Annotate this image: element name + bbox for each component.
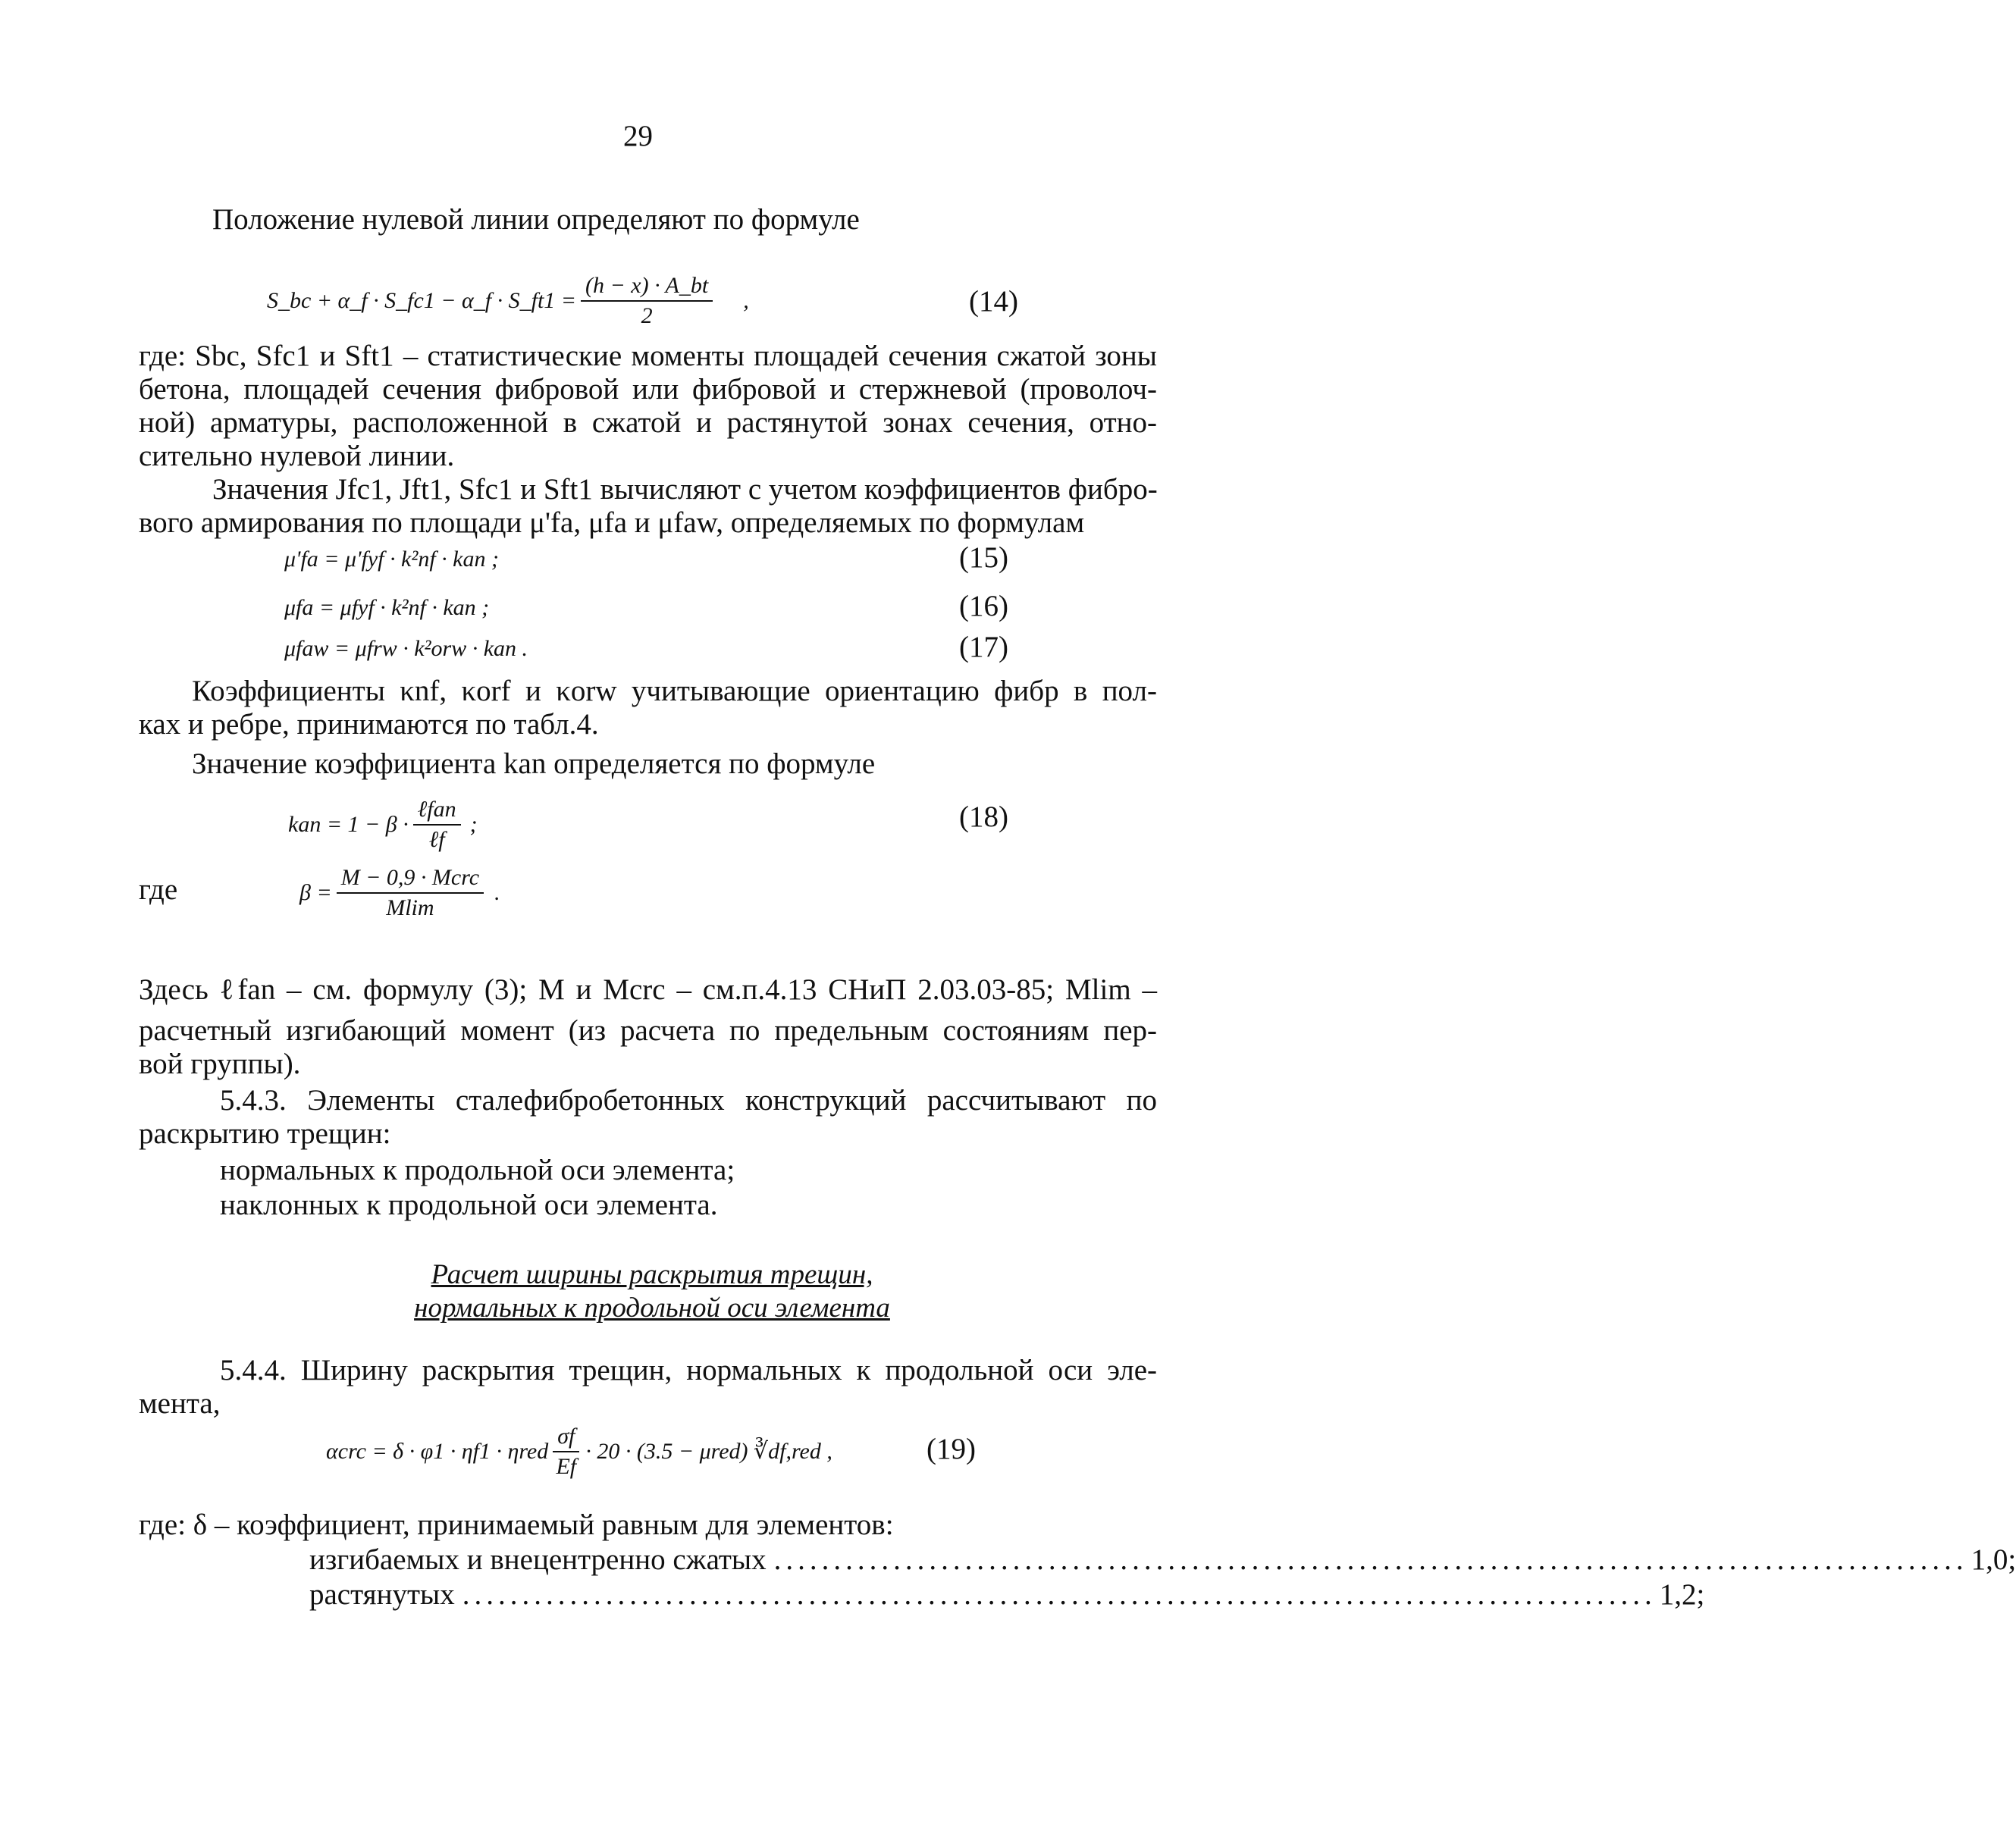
eq19-number: (19) — [926, 1433, 976, 1465]
para8-line1: 5.4.4. Ширину раскрытия трещин, нормальных к продольной оси эле- — [220, 1354, 1157, 1386]
para7-line4: наклонных к продольной оси элемента. — [220, 1189, 718, 1221]
equation-15: μ'fa = μ'fyf · k²nf · kan ; — [284, 547, 499, 572]
para7-line1: 5.4.3. Элементы сталефибробетонных конструкций рассчитывают по — [220, 1084, 1157, 1117]
para9-line1: где: δ – коэффициент, принимаемый равным для элементов: — [139, 1509, 894, 1541]
eq18-fraction — [413, 797, 461, 853]
eq15-number: (15) — [959, 541, 1008, 574]
para2-line4: сительно нулевой линии. — [139, 440, 455, 472]
page-number: 29 — [623, 120, 653, 152]
equation-18 — [288, 787, 478, 863]
eq18-denominator: ℓf — [428, 827, 445, 852]
para6-line2: расчетный изгибающий момент (из расчета по предельным состояниям пер- — [139, 1014, 1157, 1047]
eq19-rhs: · 20 · (3.5 − μred) ∛df,red , — [585, 1439, 832, 1464]
para6-line1: Здесь ℓfan – см. формулу (3); M и Mcrc – см.п.4.13 СНиП 2.03.03-85; Mlim – — [139, 973, 1157, 1006]
eq18-tail: ; — [469, 812, 478, 837]
eq14-fraction — [581, 273, 713, 329]
equation-19 — [326, 1410, 832, 1493]
para7-line2: раскрытию трещин: — [139, 1117, 391, 1150]
eq14-number: (14) — [969, 285, 1018, 318]
beta-numerator: M − 0,9 · Mcrc — [337, 865, 484, 894]
tension-value: 1,2; — [1659, 1578, 1705, 1611]
eq14-numerator: (h − x) · A_bt — [581, 273, 713, 302]
equation-16: μfa = μfyf · k²nf · kan ; — [284, 595, 490, 620]
eq19-fraction — [553, 1424, 579, 1480]
eq18-numerator: ℓfan — [413, 797, 461, 826]
eq18-lhs: kan = 1 − β · — [288, 812, 409, 837]
coefficient-row-tension — [309, 1578, 1705, 1612]
beta-denominator: Mlim — [386, 895, 434, 920]
eq19-denominator: Ef — [556, 1454, 577, 1479]
para4-line2: ках и ребре, принимаются по табл.4. — [139, 708, 599, 741]
equation-17: μfaw = μfrw · k²orw · kan . — [284, 636, 528, 661]
para3-line2: вого армирования по площади μ'fa, μfa и μfaw, определяемых по формулам — [139, 506, 1085, 539]
beta-lhs: β = — [299, 880, 332, 905]
where-label: где — [139, 873, 178, 906]
eq14-denominator: 2 — [641, 303, 653, 328]
eq19-numerator: σf — [553, 1424, 579, 1452]
para2-line1: где: Sbc, Sfc1 и Sft1 – статистические моменты площадей сечения сжатой зоны — [139, 340, 1157, 372]
tension-label: растянутых — [309, 1578, 455, 1611]
beta-tail: . — [494, 880, 500, 905]
beta-fraction — [337, 865, 484, 921]
eq14-tail: , — [743, 288, 749, 313]
para8-line2: мента, — [139, 1387, 221, 1420]
dot-leader: .................................................................................................... — [462, 1578, 1657, 1611]
bending-label: изгибаемых и внецентренно сжатых — [309, 1543, 767, 1576]
para4-line1: Коэффициенты κnf, κorf и κorw учитывающие ориентацию фибр в пол- — [192, 675, 1157, 707]
para3-line1: Значения Jfc1, Jft1, Sfc1 и Sft1 вычисляют с учетом коэффициентов фибро- — [212, 473, 1158, 506]
para2-line3: ной) арматуры, расположенной в сжатой и растянутой зонах сечения, отно- — [139, 406, 1157, 439]
eq18-number: (18) — [959, 801, 1008, 833]
para5: Значение коэффициента kan определяется по формуле — [192, 747, 876, 780]
eq19-lhs: αcrc = δ · φ1 · ηf1 · ηred — [326, 1439, 549, 1464]
eq16-number: (16) — [959, 590, 1008, 622]
eq17-number: (17) — [959, 631, 1008, 663]
dot-leader: .................................................................................................... — [773, 1543, 1968, 1576]
para2-line2: бетона, площадей сечения фибровой или фибровой и стержневой (проволоч- — [139, 373, 1157, 406]
equation-beta — [299, 855, 500, 931]
equation-14 — [267, 267, 749, 335]
para6-line3: вой группы). — [139, 1048, 301, 1080]
paragraph-zero-line: Положение нулевой линии определяют по формуле — [212, 203, 860, 236]
section-heading-line1: Расчет ширины раскрытия трещин, — [431, 1259, 873, 1290]
coefficient-row-bending — [309, 1543, 2016, 1577]
bending-value: 1,0; — [1971, 1543, 2016, 1576]
para7-line3: нормальных к продольной оси элемента; — [220, 1154, 735, 1186]
eq14-lhs: S_bc + α_f · S_fc1 − α_f · S_ft1 = — [267, 288, 577, 313]
section-heading-line2: нормальных к продольной оси элемента — [414, 1292, 890, 1324]
